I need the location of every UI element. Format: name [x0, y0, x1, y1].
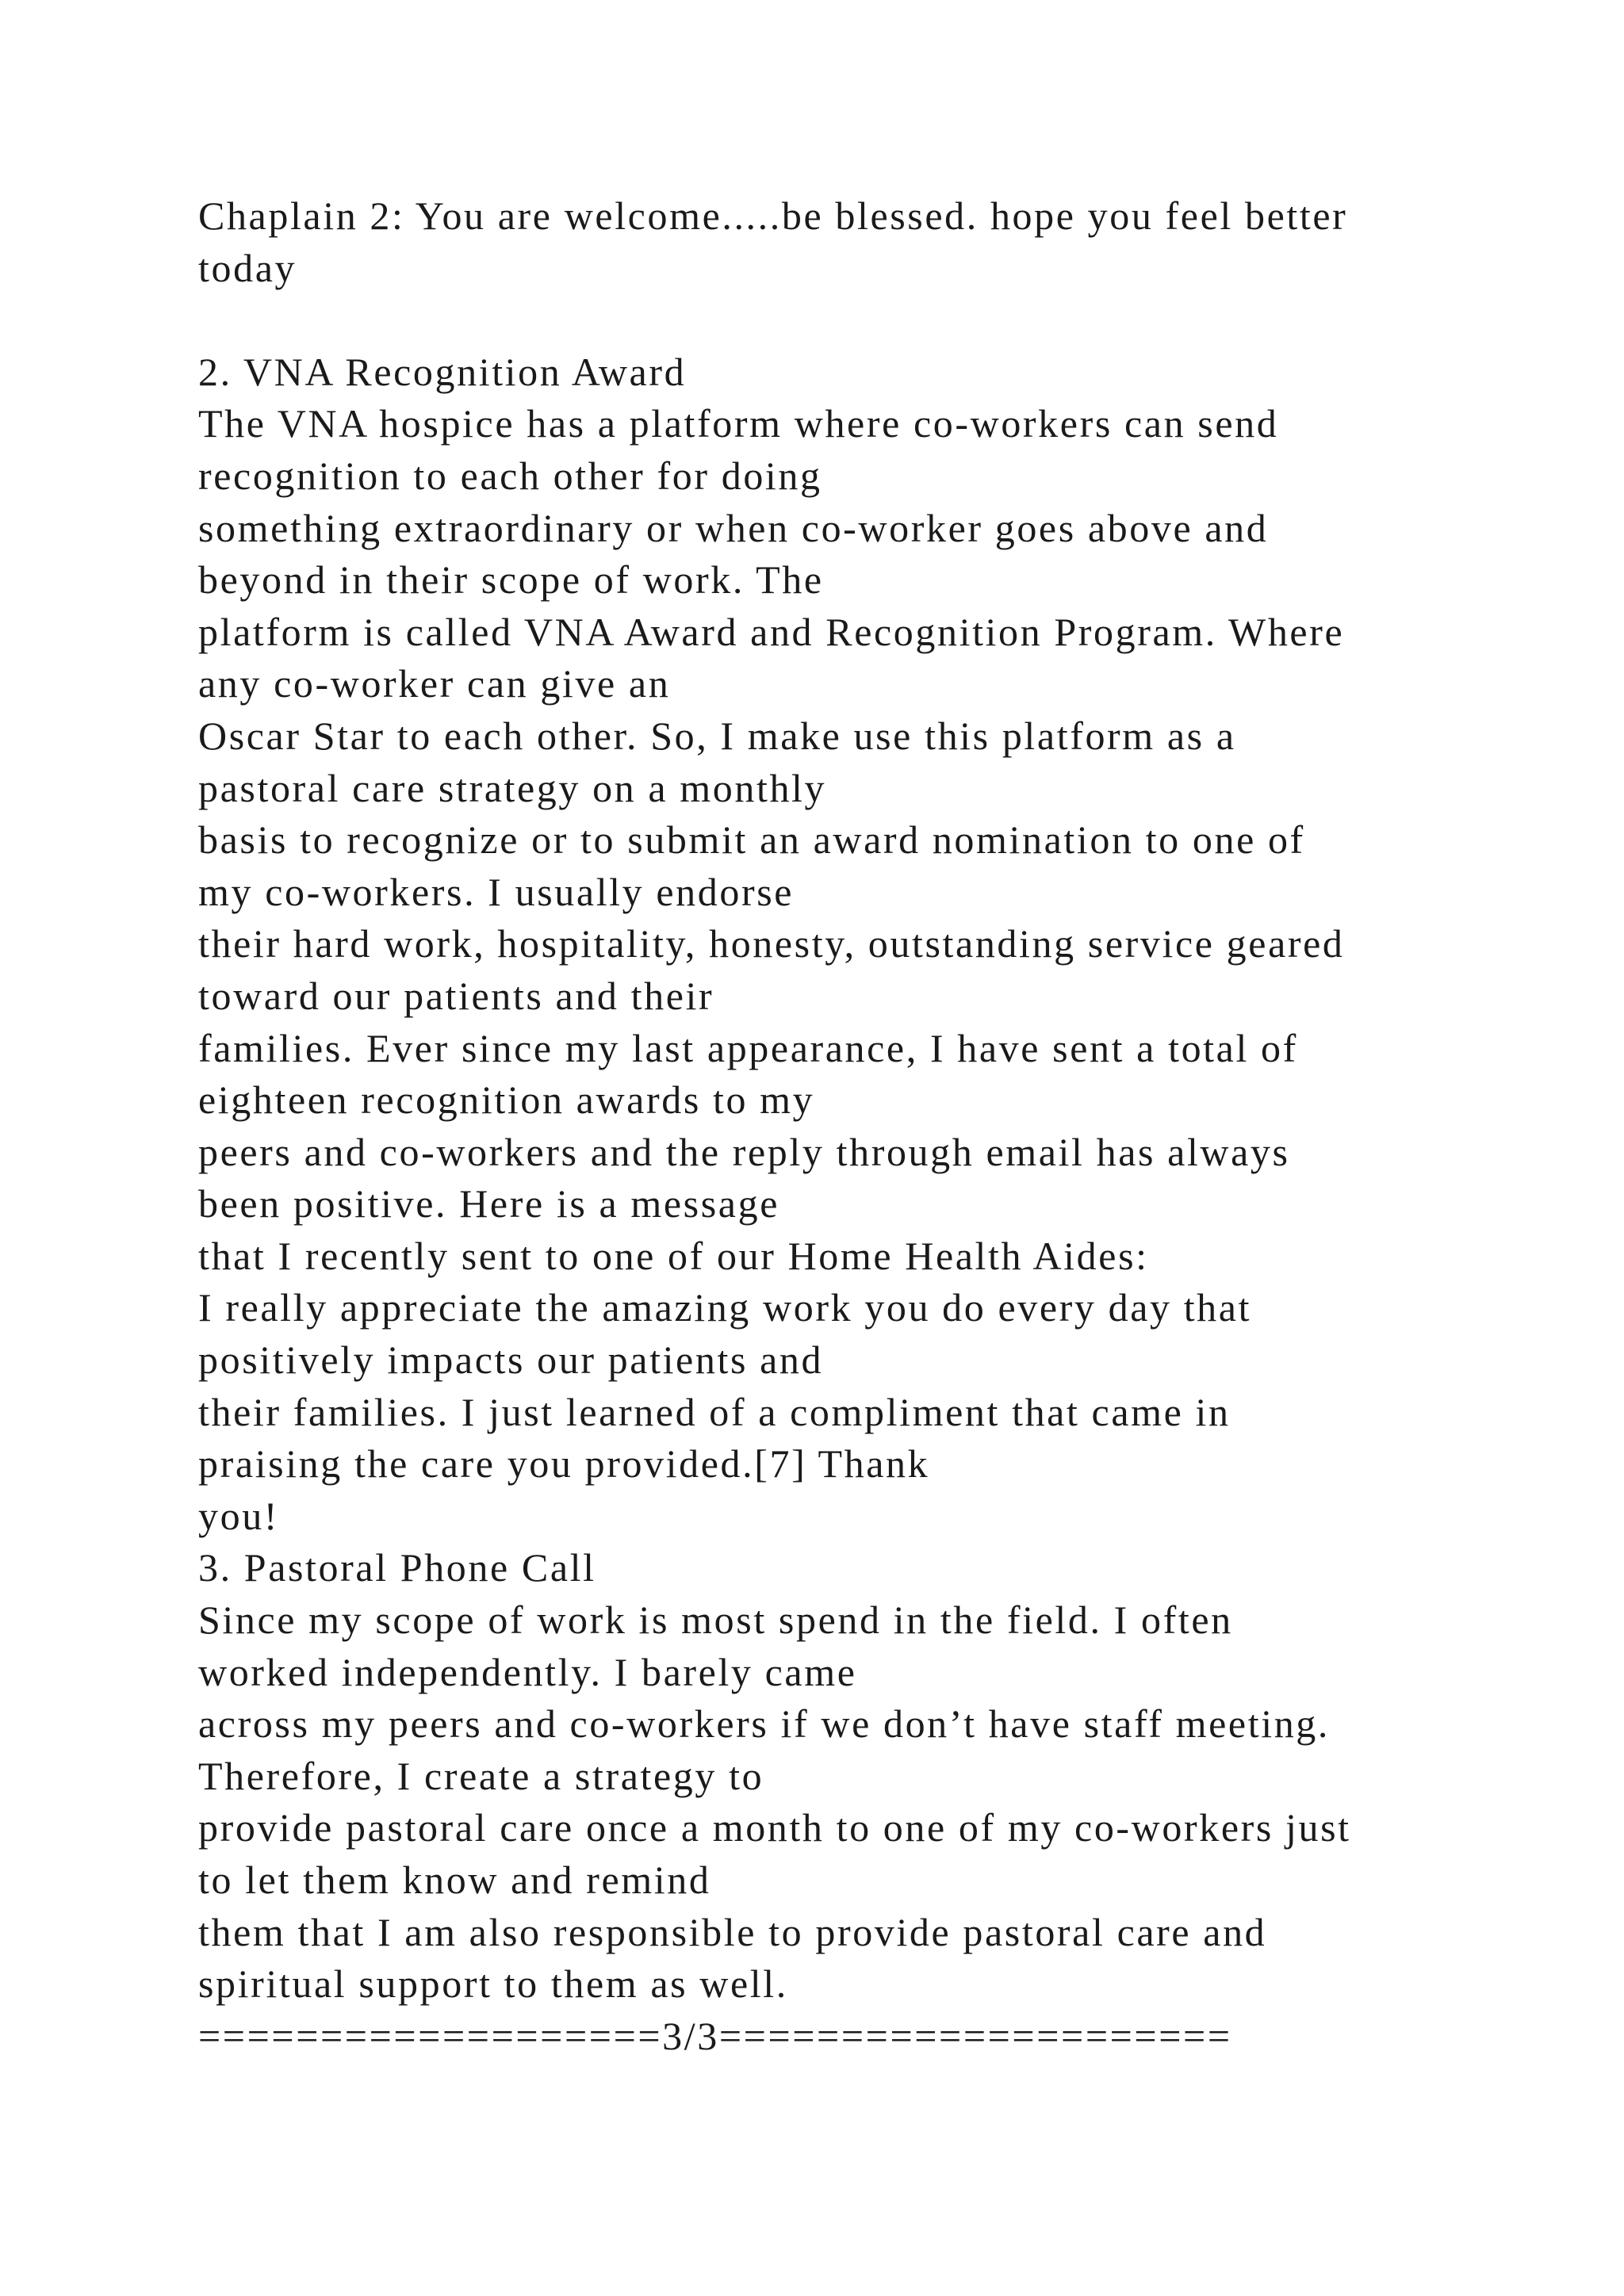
text-line: beyond in their scope of work. The [198, 557, 824, 603]
text-line: them that I am also responsible to provide pastoral care and [198, 1909, 1267, 1954]
text-line: peers and co-workers and the reply through email has always [198, 1129, 1290, 1174]
text-line: praising the care you provided.[7] Thank [198, 1441, 930, 1487]
text-line: today [198, 245, 297, 290]
text-line: pastoral care strategy on a monthly [198, 765, 827, 810]
text-line: across my peers and co-workers if we don’t have staff meeting. [198, 1701, 1330, 1747]
text-line: The VNA hospice has a platform where co-workers can send [198, 401, 1279, 446]
section-heading: 2. VNA Recognition Award [198, 349, 687, 394]
text-line: platform is called VNA Award and Recognition Program. Where [198, 609, 1345, 654]
text-line: Chaplain 2: You are welcome.....be blessed. hope you feel better [198, 193, 1348, 238]
text-line: been positive. Here is a message [198, 1181, 779, 1226]
page-separator: ===================3/3===================== [198, 2013, 1232, 2058]
text-line: spiritual support to them as well. [198, 1961, 788, 2007]
text-line: my co-workers. I usually endorse [198, 869, 795, 914]
text-line: toward our patients and their [198, 973, 714, 1018]
text-line: you! [198, 1493, 280, 1538]
text-line: I really appreciate the amazing work you do every day that [198, 1285, 1252, 1330]
document-body [198, 190, 1499, 2062]
text-line: to let them know and remind [198, 1858, 711, 1902]
text-line: basis to recognize or to submit an award nomination to one of [198, 817, 1305, 863]
text-line: something extraordinary or when co-worker goes above and [198, 505, 1269, 550]
text-line: families. Ever since my last appearance, I have sent a total of [198, 1025, 1298, 1070]
text-line: provide pastoral care once a month to one of my co-workers just [198, 1805, 1351, 1850]
text-line: worked independently. I barely came [198, 1649, 857, 1694]
text-line: Oscar Star to each other. So, I make use this platform as a [198, 713, 1236, 758]
text-line: Since my scope of work is most spend in the field. I often [198, 1598, 1233, 1643]
text-line: recognition to each other for doing [198, 453, 822, 498]
section-heading: 3. Pastoral Phone Call [198, 1545, 596, 1590]
text-line: that I recently sent to one of our Home Health Aides: [198, 1233, 1149, 1278]
text-line: their families. I just learned of a compliment that came in [198, 1389, 1231, 1434]
blank-line [198, 294, 1499, 346]
text-line: positively impacts our patients and [198, 1337, 824, 1383]
text-line: their hard work, hospitality, honesty, outstanding service geared [198, 921, 1345, 966]
text-line: any co-worker can give an [198, 661, 671, 706]
text-line: Therefore, I create a strategy to [198, 1753, 764, 1798]
text-line: eighteen recognition awards to my [198, 1077, 815, 1123]
